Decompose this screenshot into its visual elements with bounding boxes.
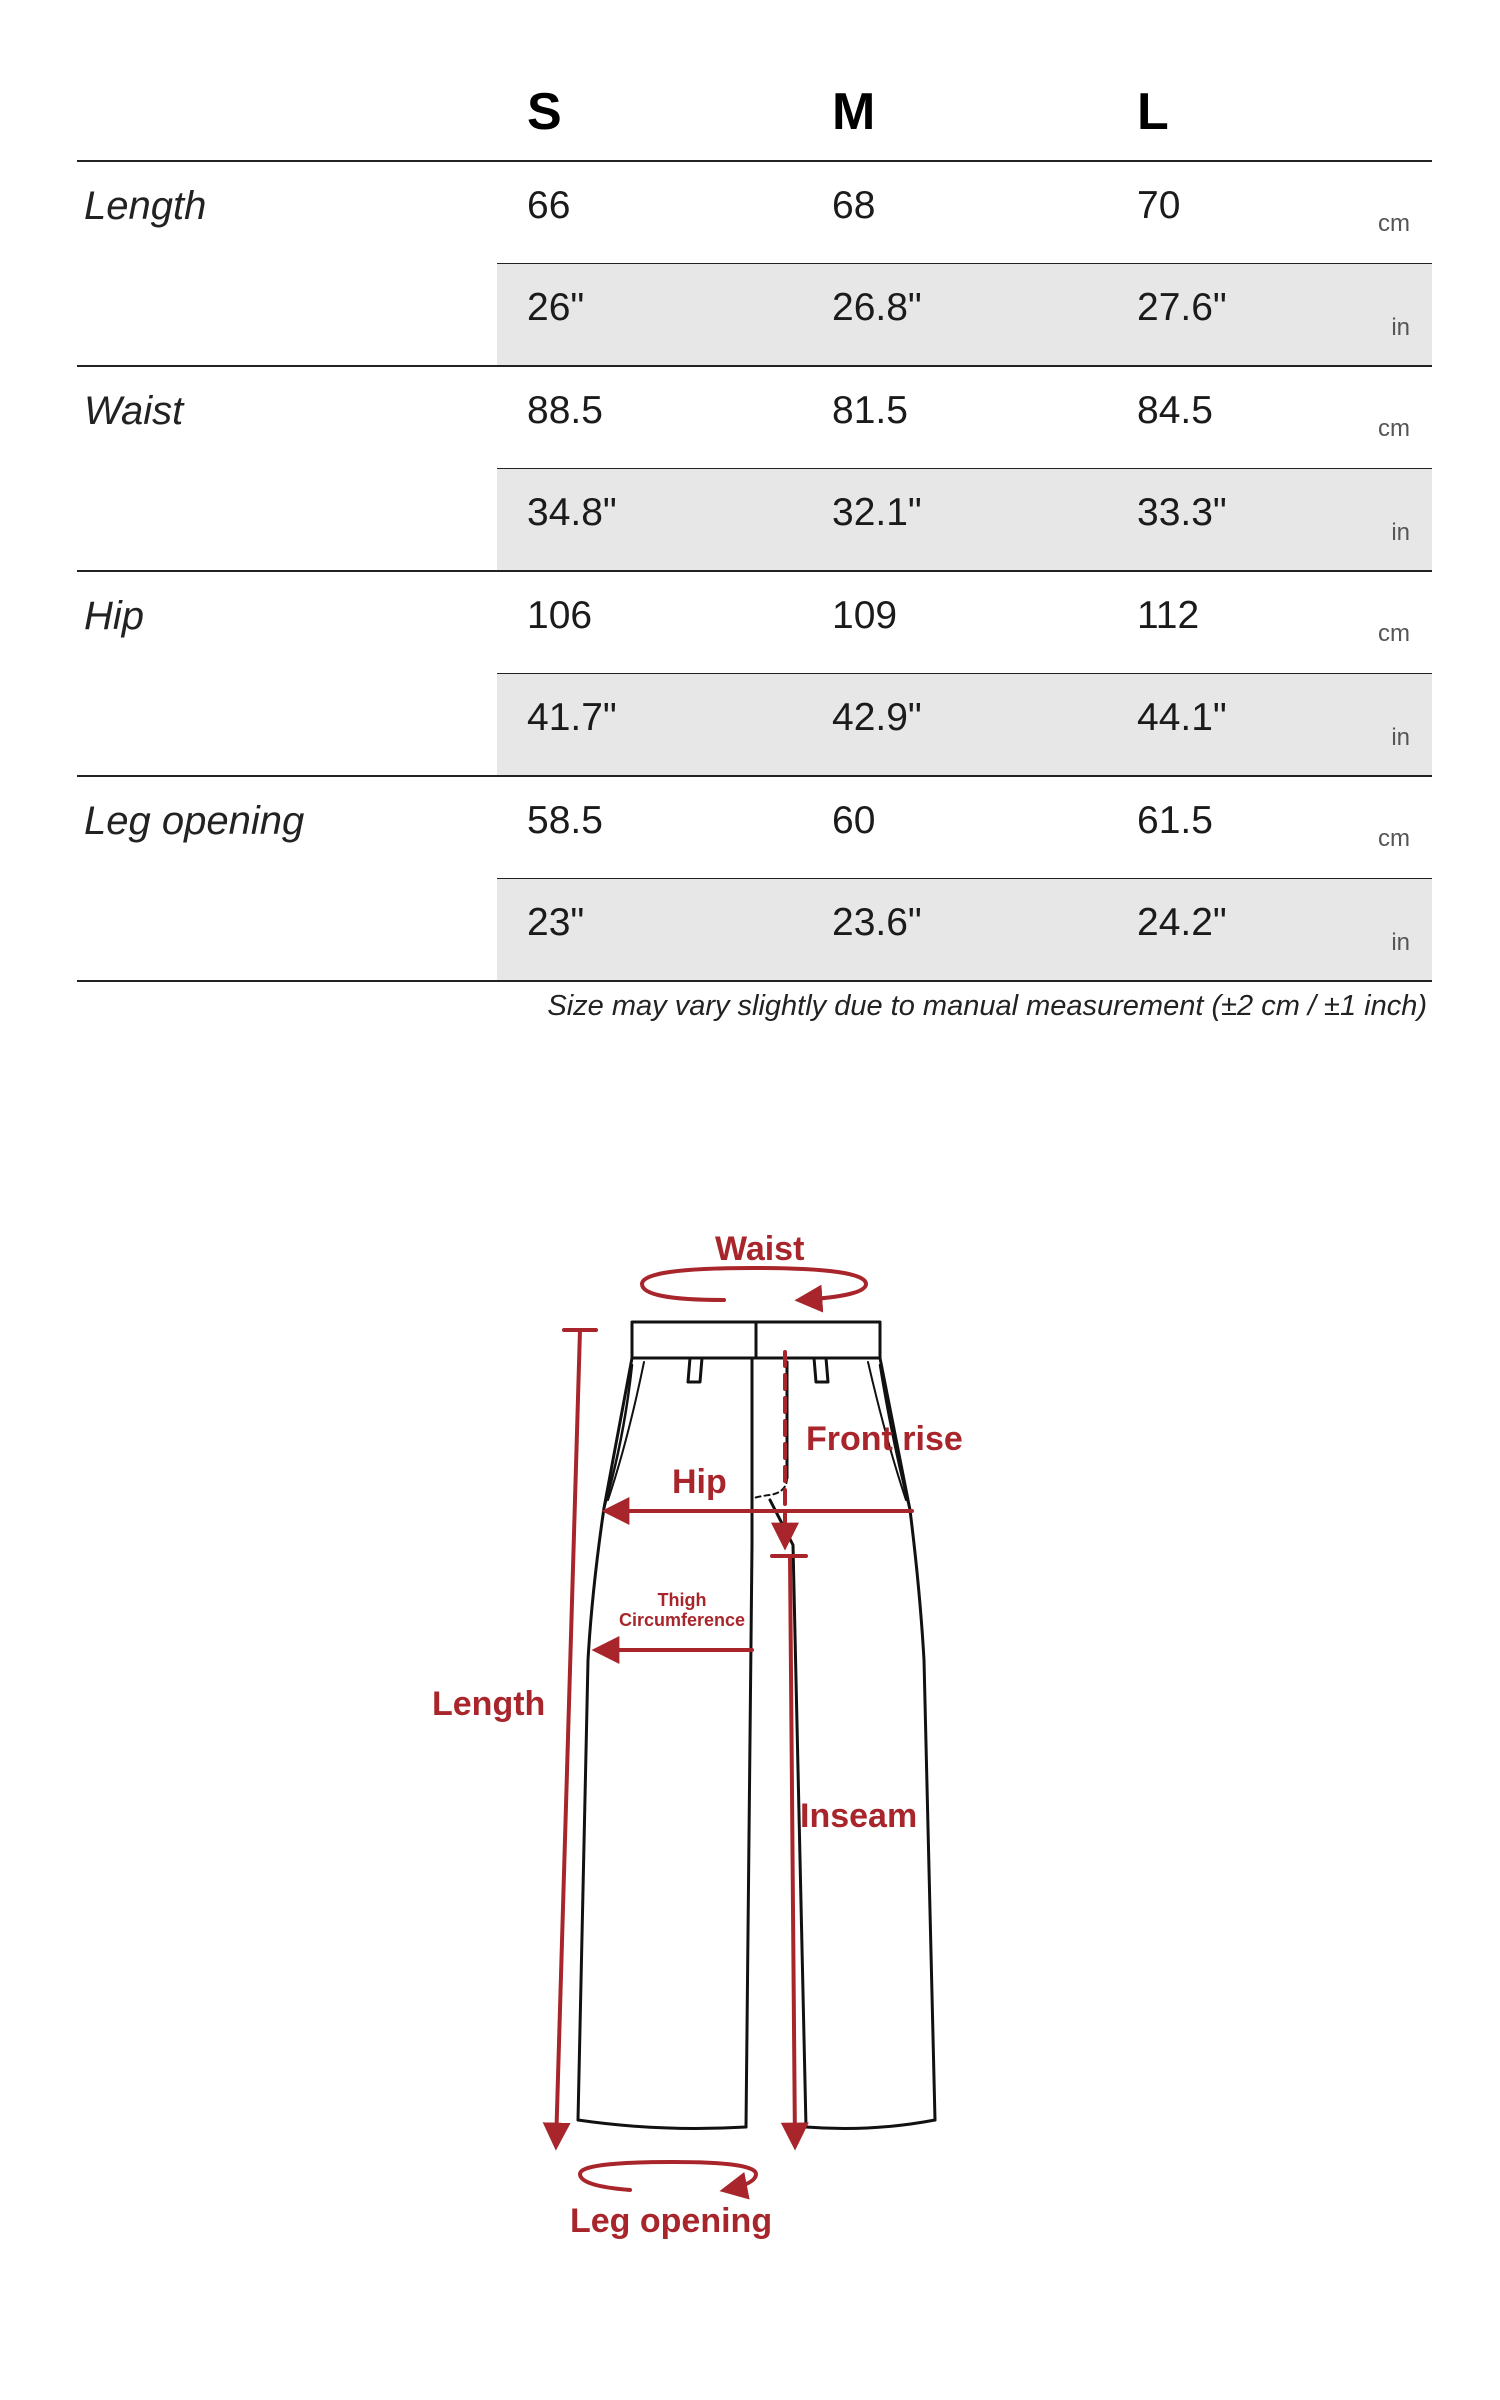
unit-cm: cm [1378,825,1410,852]
front-rise-label: Front rise [806,1420,963,1458]
unit-in: in [1391,519,1410,546]
measurement-arrows [556,1268,912,2190]
unit-in: in [1391,314,1410,341]
measurement-group-waist [77,367,1432,572]
leg-opening-label: Leg opening [570,2202,773,2240]
inch-row [497,879,1432,980]
cm-row [497,367,1432,470]
cell-l-in: 24.2" [1137,901,1227,944]
unit-cm: cm [1378,415,1410,442]
cell-l-in: 44.1" [1137,696,1227,739]
cell-s-in: 26" [527,286,585,329]
size-header-l: L [1137,83,1169,141]
cell-s-cm: 106 [527,594,593,637]
cell-s-cm: 66 [527,184,571,227]
cell-m-cm: 109 [832,594,898,637]
measurement-label: Hip [84,594,145,638]
cell-s-cm: 58.5 [527,799,603,842]
cell-l-cm: 70 [1137,184,1181,227]
measurement-label: Leg opening [84,799,305,843]
cell-m-in: 42.9" [832,696,922,739]
measurement-note: Size may vary slightly due to manual measurement (±2 cm / ±1 inch) [547,990,1427,1022]
length-arrow [556,1330,580,2145]
unit-cm: cm [1378,620,1410,647]
length-label: Length [432,1685,546,1723]
measurement-group-leg-opening [77,777,1432,982]
waist-arrow [642,1268,866,1300]
cell-m-cm: 81.5 [832,389,908,432]
cell-m-in: 26.8" [832,286,922,329]
cell-s-in: 23" [527,901,585,944]
thigh-label: Thigh Circumference [618,1590,746,1630]
cell-l-cm: 112 [1137,594,1200,637]
measurement-label: Length [84,184,207,228]
leg-opening-arrow [580,2162,756,2190]
hip-label: Hip [672,1463,727,1501]
size-table [77,60,1432,1022]
size-header-row [77,60,1432,162]
cell-s-in: 34.8" [527,491,617,534]
cm-row [497,162,1432,265]
cm-row [497,572,1432,675]
measurement-group-length [77,162,1432,367]
cell-s-in: 41.7" [527,696,617,739]
unit-cm: cm [1378,210,1410,237]
measurement-label: Waist [84,389,184,433]
unit-in: in [1391,929,1410,956]
cell-s-cm: 88.5 [527,389,603,432]
cell-m-cm: 68 [832,184,876,227]
unit-in: in [1391,724,1410,751]
inch-row [497,469,1432,570]
inch-row [497,674,1432,775]
waist-label: Waist [715,1230,805,1268]
size-header-s: S [527,83,562,141]
cell-l-cm: 61.5 [1137,799,1213,842]
cm-row [497,777,1432,880]
pants-illustration [0,1140,1500,2340]
cell-m-in: 23.6" [832,901,922,944]
cell-l-in: 33.3" [1137,491,1227,534]
cell-m-in: 32.1" [832,491,922,534]
size-header-m: M [832,83,876,141]
cell-l-in: 27.6" [1137,286,1227,329]
inch-row [497,264,1432,365]
measurement-diagram [0,1140,1500,2340]
inseam-label: Inseam [800,1797,918,1835]
cell-l-cm: 84.5 [1137,389,1213,432]
measurement-group-hip [77,572,1432,777]
cell-m-cm: 60 [832,799,876,842]
